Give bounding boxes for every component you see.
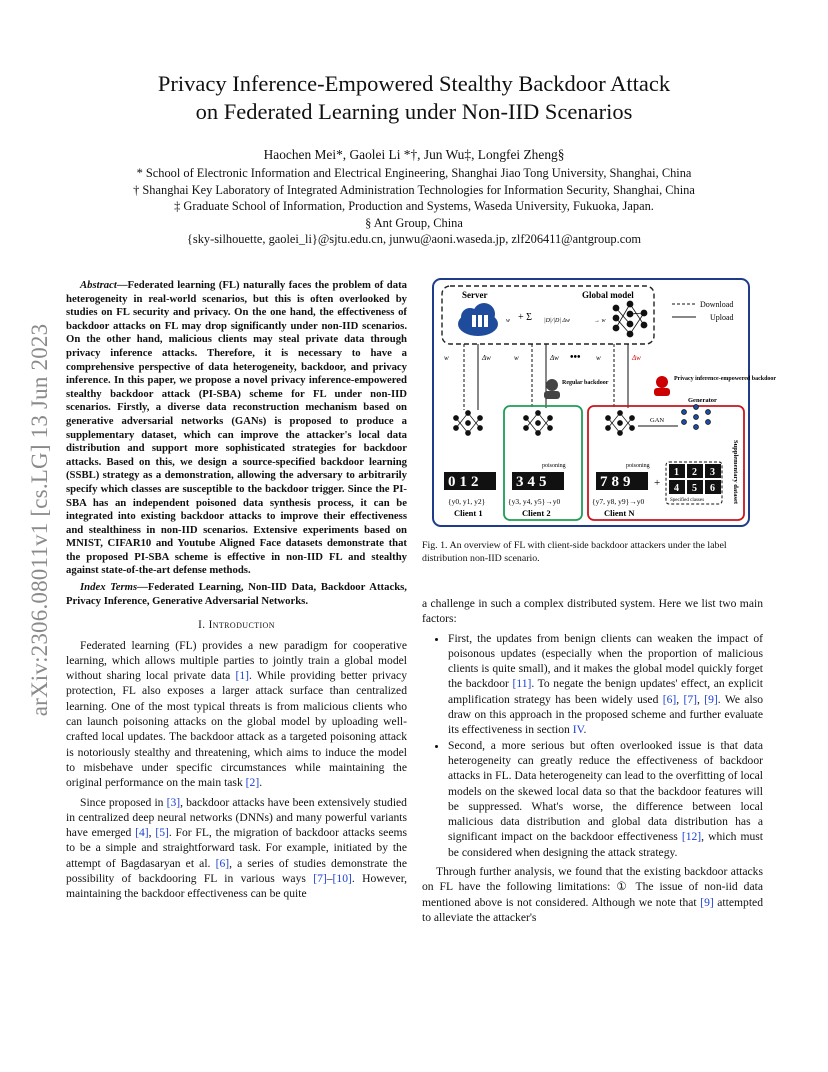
client-2-digits: 345 bbox=[516, 474, 551, 490]
poisoning-label-2: poisoning bbox=[626, 463, 650, 469]
svg-text:+ Σ: + Σ bbox=[518, 312, 532, 323]
supp-digit: 5 bbox=[692, 483, 697, 494]
limitations-paragraph: Through further analysis, we found that the existing backdoor attacks on FL have the following limitations: ① The issue of non-iid data mentioned above is not considered. Although we note that [9] attempted to alleviate the attacker's bbox=[422, 865, 763, 924]
client-n-digits: 789 bbox=[600, 474, 635, 490]
affiliation-3: ‡ Graduate School of Information, Production and Systems, Waseda University, Fukuoka, Japan. bbox=[174, 199, 654, 214]
index-terms bbox=[66, 581, 407, 608]
abstract-text: —Federated learning (FL) naturally faces the problem of data heterogeneity in real-world scenarios, but this is often overlooked by studies on FL security and privacy. On the one hand, the effectiveness of backdoor attacks on FL may drop significantly under non-IID scenarios. On the other hand, malicious clients may steal private data through privacy inference attacks. Therefore, it is necessary to have a comprehensive perspective of data heterogeneity, backdoor, and privacy inference. In this paper, we propose a novel privacy inference-empowered stealthy backdoor attack (PI-SBA) scheme for FL under non-IID scenarios. Firstly, a diverse data reconstruction mechanism based on generative adversarial networks (GANs) is proposed to produce a supplementary dataset, which can improve the attacker's local data distribution and support more sophisticated strategies for backdoor attacks. Based on this, we design a source-specified backdoor learning (SSBL) strategy as a demonstration, allowing the adversary to arbitrarily specify which classes are susceptible to the backdoor trigger. Since the PI-SBA has an independent poisoned data synthesis process, it can be integrated into existing backdoor attacks to improve their effectiveness and stealthiness in non-IID scenarios. Extensive experiments based on MNIST, CIFAR10 and Youtube Aligned Face datasets demonstrate that the proposed PI-SBA scheme is effective in non-IID FL and stealthy against state-of-the-art defense methods. bbox=[66, 279, 407, 577]
citation-link[interactable]: [6] bbox=[662, 692, 677, 706]
citation-link[interactable]: [5] bbox=[155, 826, 169, 840]
title-line-1: Privacy Inference-Empowered Stealthy Backdoor Attack bbox=[157, 71, 671, 96]
global-model-network-icon bbox=[613, 301, 647, 337]
affiliation-1: * School of Electronic Information and Electrical Engineering, Shanghai Jiao Tong University, Shanghai, China bbox=[136, 166, 692, 180]
pi-backdoor-label: Privacy inference-empowered backdoor bbox=[674, 376, 777, 382]
arxiv-id[interactable]: arXiv:2306.08011v1 [cs.LG] 13 Jun 2023 bbox=[27, 323, 52, 717]
citation-link[interactable]: [9] bbox=[700, 895, 714, 909]
client-1-digits: 012 bbox=[448, 474, 483, 490]
citation-link[interactable]: [7] bbox=[313, 872, 327, 885]
svg-text:|D|/|D| Δw: |D|/|D| Δw bbox=[544, 318, 570, 324]
server-label: Server bbox=[462, 290, 488, 300]
svg-text:Δw: Δw bbox=[632, 354, 641, 362]
citation-link[interactable]: [9] bbox=[704, 692, 718, 706]
supp-digit: 4 bbox=[674, 483, 679, 494]
factor-item-2: • Second, a more serious but often overlooked issue is that data heterogeneity can greatly reduce the effectiveness of backdoor attacks in FL. Data heterogeneity can lead to the overfitting of local models on the skewed local data so that the backdoor features will be suppressed. What's worse, the difference between local malicious data distribution and global data distribution has a significant impact on the backdoor effectiveness [12], which must be considered when designing the attack strategy. bbox=[448, 738, 763, 860]
specified-classes-label: Specified classes bbox=[670, 498, 705, 503]
privacy-attacker-icon bbox=[654, 376, 670, 396]
svg-text:+: + bbox=[654, 477, 661, 489]
global-model-label: Global model bbox=[582, 290, 634, 300]
svg-text:•••: ••• bbox=[570, 352, 581, 363]
supp-digit: 2 bbox=[692, 467, 697, 478]
citation-link[interactable]: [11] bbox=[512, 677, 532, 691]
client-n-label: Client N bbox=[604, 508, 635, 518]
cloud-icon bbox=[458, 303, 498, 336]
factor-list bbox=[422, 631, 763, 860]
svg-text:w: w bbox=[514, 354, 519, 362]
supp-digit: 1 bbox=[674, 467, 679, 478]
arxiv-sidebar bbox=[22, 270, 58, 770]
paper-title bbox=[100, 70, 728, 126]
index-terms-text: —Federated Learning, Non-IID Data, Backdoor Attacks, Privacy Inference, Generative Adversarial Networks. bbox=[66, 581, 407, 607]
index-terms-label: Index Terms bbox=[80, 581, 138, 594]
svg-text:→ w: → w bbox=[594, 318, 606, 324]
supplementary-label: Supplementary dataset bbox=[732, 440, 739, 505]
citation-link[interactable]: [3] bbox=[166, 795, 181, 809]
svg-text:w: w bbox=[444, 354, 449, 362]
abstract-label: Abstract bbox=[80, 279, 117, 291]
citation-link[interactable]: [6] bbox=[215, 856, 230, 870]
affiliation-2: † Shanghai Key Laboratory of Integrated Administration Technologies for Information Security, Shanghai, China bbox=[133, 182, 695, 197]
poisoning-label-1: poisoning bbox=[542, 463, 566, 469]
affiliation-4: § Ant Group, China bbox=[365, 215, 463, 230]
gan-label: GAN bbox=[650, 417, 665, 424]
upload-label: Upload bbox=[710, 313, 734, 322]
citation-link[interactable]: [1] bbox=[235, 669, 250, 683]
client-n-set: {y7, y8, y9}→y0 bbox=[592, 497, 645, 506]
client-2-label: Client 2 bbox=[522, 508, 551, 518]
svg-text:Δw: Δw bbox=[550, 354, 559, 362]
figure-caption: Fig. 1. An overview of FL with client-side backdoor attackers under the label distribution non-IID scenario. bbox=[422, 540, 727, 564]
citation-link[interactable]: [2] bbox=[245, 776, 260, 790]
factor-item-1: • First, the updates from benign clients can weaken the impact of poisonous updates (especially when the proportion of malicious clients is quite small), and it makes the global model quickly forget the backdoor [11]. To negate the benign updates' effect, an explicit amplification strategy has been widely used [6], [7], [9]. We also draw on this approach in the proposed scheme and further evaluate its effectiveness in section IV. bbox=[448, 631, 763, 738]
client-1-label: Client 1 bbox=[454, 508, 483, 518]
citation-link[interactable]: [12] bbox=[681, 830, 702, 844]
right-column bbox=[422, 596, 763, 925]
download-label: Download bbox=[700, 300, 734, 309]
supp-digit: 6 bbox=[710, 483, 715, 494]
svg-text:w: w bbox=[506, 318, 511, 324]
regular-backdoor-label: Regular backdoor bbox=[562, 380, 609, 386]
citation-link[interactable]: [4] bbox=[135, 826, 149, 840]
section-heading-introduction: I. Introduction bbox=[198, 619, 275, 632]
author-list: Haochen Mei*, Gaolei Li *†, Jun Wu‡, Longfei Zheng§ bbox=[263, 147, 565, 162]
right-lead-text: a challenge in such a complex distributed system. Here we list two main factors: bbox=[422, 597, 763, 626]
figure-diagram bbox=[434, 280, 777, 525]
left-column bbox=[66, 279, 407, 902]
abstract bbox=[66, 279, 407, 578]
title-line-2: on Federated Learning under Non-IID Scenarios bbox=[195, 99, 633, 124]
author-emails: {sky-silhouette, gaolei_li}@sjtu.edu.cn, junwu@aoni.waseda.jp, zlf206411@antgroup.com bbox=[186, 232, 642, 247]
figure-1-overview bbox=[432, 278, 777, 527]
citation-link[interactable]: [7] bbox=[683, 692, 698, 706]
client-1-set: {y0, y1, y2} bbox=[448, 497, 486, 506]
section-link[interactable]: IV bbox=[572, 723, 584, 737]
citation-link[interactable]: [10] bbox=[332, 872, 352, 885]
intro-paragraph-1: Federated learning (FL) provides a new paradigm for cooperative learning, which allows multiple parties to jointly train a global model without sharing local private data [1]. While providing better privacy protection, FL also exposes a larger attack surface than centralized learning. One of the most typical threats is from malicious clients who can launch poisoning attacks on the global model by uploading well-crafted local updates. The backdoor attack as a targeted poisoning attack is notoriously stealthy and threatening, which aims to induce the model to misbehave under specific circumstances while maintaining the original performance on the main task [2]. bbox=[66, 638, 407, 790]
supp-digit: 3 bbox=[710, 467, 715, 478]
intro-paragraph-2: Since proposed in [3], backdoor attacks have been extensively studied in centralized deep neural networks (DNNs) and many powerful variants have emerged [4], [5]. For FL, the migration of backdoor attacks seems to be a simple and straightforward task. For example, initiated by the attempt of Bagdasaryan et al. [6], a series of studies demonstrate the possibility of backdooring FL in various ways [7]–[10]. However, maintaining the backdoor effectiveness can be quite bbox=[66, 795, 407, 901]
client-2-set: {y3, y4, y5}→y0 bbox=[508, 497, 561, 506]
svg-text:Δw: Δw bbox=[482, 354, 491, 362]
affiliations bbox=[60, 165, 768, 248]
svg-text:w: w bbox=[596, 354, 601, 362]
generator-label: Generator bbox=[688, 397, 717, 404]
